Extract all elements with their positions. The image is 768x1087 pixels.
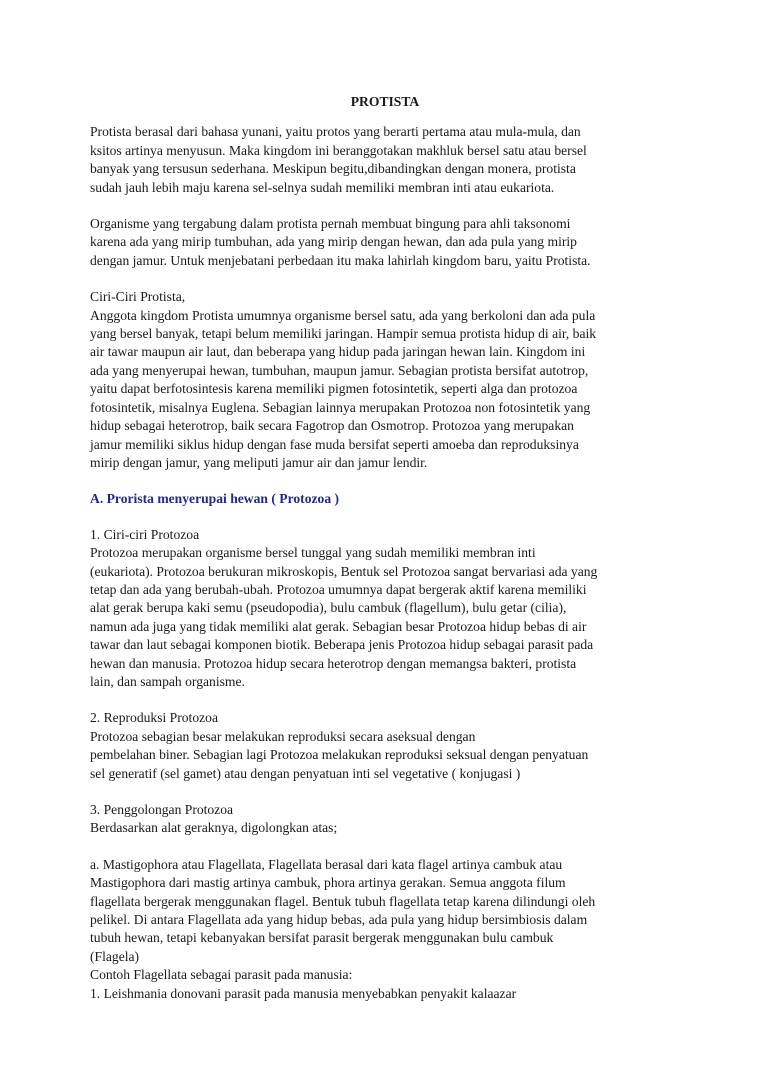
mastigophora-paragraph: a. Mastigophora atau Flagellata, Flagellata berasal dari kata flagel artinya cambuk atau Mastigophora dari mastig artinya cambuk, phora artinya gerakan. Semua anggota filum flagellata bergerak menggunakan flagel. Bentuk tubuh flagellata tetap karena dilindungi oleh pelikel. Di antara Flagellata ada yang hidup bebas, ada pula yang hidup bersimbiosis dalam tubuh hewan, tetapi kebanyakan bersifat parasit bergerak menggunakan bulu cambuk (Flagela) Contoh Flagellata sebagai parasit pada manusia: 1. Leishmania donovani parasit pada manusia menyebabkan penyakit kalaazar	[90, 856, 596, 1001]
protozoa-classification-heading: 3. Penggolongan Protozoa	[90, 802, 234, 817]
characteristics-block	[90, 288, 680, 472]
taxonomy-paragraph: Organisme yang tergabung dalam protista pernah membuat bingung para ahli taksonomi karena ada yang mirip tumbuhan, ada yang mirip dengan hewan, dan ada pula yang mirip dengan jamur. Untuk menjebatani perbedaan itu maka lahirlah kingdom baru, yaitu Protista.	[90, 216, 591, 268]
protozoa-classification-block	[90, 801, 680, 838]
document-page	[90, 93, 680, 1003]
characteristics-heading: Ciri-Ciri Protista,	[90, 289, 186, 305]
protozoa-classification-intro: Berdasarkan alat geraknya, digolongkan atas;	[90, 820, 338, 836]
section-a-heading: A. Prorista menyerupai hewan ( Protozoa )	[90, 491, 340, 507]
protozoa-reproduction-heading: 2. Reproduksi Protozoa	[90, 710, 218, 726]
protozoa-characteristics-block	[90, 526, 680, 692]
protozoa-characteristics-heading: 1. Ciri-ciri Protozoa	[90, 526, 200, 542]
protozoa-reproduction-block	[90, 709, 680, 783]
document-title: PROTISTA	[350, 94, 420, 109]
intro-paragraph: Protista berasal dari bahasa yunani, yaitu protos yang berarti pertama atau mula-mula, dan ksitos artinya menyusun. Maka kingdom ini beranggotakan makhluk bersel satu atau bersel banyak yang tersusun sederhana. Meskipun begitu,dibandingkan dengan monera, protista sudah jauh lebih maju karena sel-selnya sudah memiliki membran inti atau eukariota.	[90, 124, 587, 195]
characteristics-paragraph: Anggota kingdom Protista umumnya organisme bersel satu, ada yang berkoloni dan ada pula yang bersel banyak, tetapi belum memiliki jaringan. Hampir semua protista hidup di air, baik air tawar maupun air laut, dan beberapa yang hidup pada jaringan hewan lain. Kingdom ini ada yang menyerupai hewan, tumbuhan, maupun jamur. Sebagian protista bersifat autotrop, yaitu dapat berfotosintesis karena memiliki pigmen fotosintetik, seperti alga dan protozoa fotosintetik, misalnya Euglena. Sebagian lainnya merupakan Protozoa non fotosintetik yang hidup sebagai heterotrop, baik secara Fagotrop dan Osmotrop. Protozoa yang merupakan jamur memiliki siklus hidup dengan fase muda bersifat seperti amoeba dan reproduksinya mirip dengan jamur, yang meliputi jamur air dan jamur lendir.	[90, 307, 597, 470]
protozoa-reproduction-paragraph: Protozoa sebagian besar melakukan reproduksi secara aseksual dengan pembelahan biner. Sebagian lagi Protozoa melakukan reproduksi seksual dengan penyatuan sel generatif (sel gamet) atau dengan penyatuan inti sel vegetative ( konjugasi )	[90, 728, 589, 781]
protozoa-characteristics-paragraph: Protozoa merupakan organisme bersel tunggal yang sudah memiliki membran inti (eukariota). Protozoa berukuran mikroskopis, Bentuk sel Protozoa sangat bervariasi ada yang tetap dan ada yang berubah-ubah. Protozoa umumnya dapat bergerak aktif karena memiliki alat gerak berupa kaki semu (pseudopodia), bulu cambuk (flagellum), bulu getar (cilia), namun ada juga yang tidak memiliki alat gerak. Sebagian besar Protozoa hidup bebas di air tawar dan laut sebagai komponen biotik. Beberapa jenis Protozoa hidup sebagai parasit pada hewan dan manusia. Protozoa hidup secara heterotrop dengan memangsa bakteri, protista lain, dan sampah organisme.	[90, 545, 598, 689]
